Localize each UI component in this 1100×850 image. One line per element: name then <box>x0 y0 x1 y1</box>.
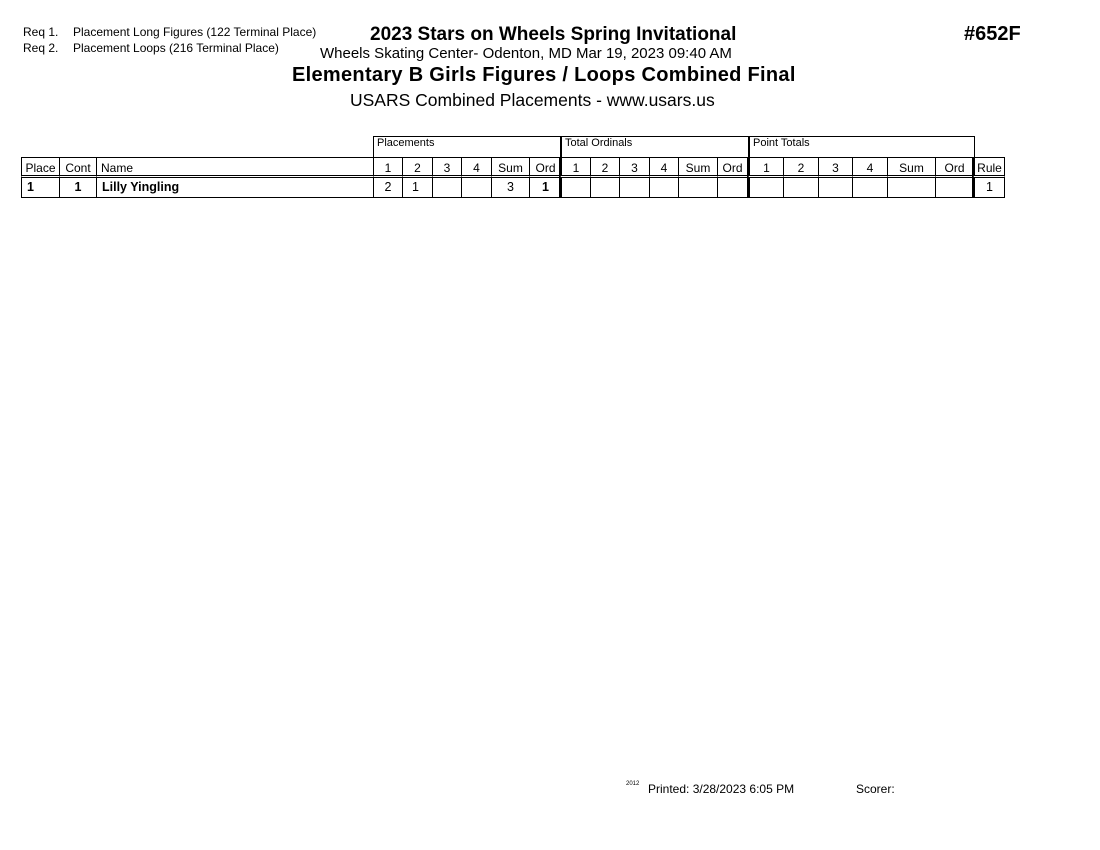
cell-p2: 1 <box>402 178 432 198</box>
col-p4: 4 <box>461 157 491 178</box>
group-total-ordinals: Total Ordinals <box>561 136 749 157</box>
page-title: Elementary B Girls Figures / Loops Combined Final <box>292 64 796 86</box>
col-tord: Ord <box>717 157 747 178</box>
cell-t4 <box>649 178 678 198</box>
cell-p4 <box>461 178 491 198</box>
requirement-label: Req 1. <box>23 25 59 39</box>
col-p2: 2 <box>402 157 432 178</box>
col-t2: 2 <box>590 157 619 178</box>
cell-p1: 2 <box>373 178 402 198</box>
cell-qsum <box>887 178 935 198</box>
col-q3: 3 <box>818 157 852 178</box>
page-subtitle: USARS Combined Placements - www.usars.us <box>350 90 715 110</box>
footer-mark: 2012 <box>626 781 640 787</box>
col-place: Place <box>21 157 59 178</box>
group-point-totals: Point Totals <box>749 136 975 157</box>
col-psum: Sum <box>491 157 529 178</box>
cell-rule: 1 <box>972 178 1005 198</box>
cell-q3 <box>818 178 852 198</box>
col-tsum: Sum <box>678 157 717 178</box>
scorer-label: Scorer: <box>856 782 895 796</box>
requirement-text: Placement Loops (216 Terminal Place) <box>73 41 279 55</box>
col-t3: 3 <box>619 157 649 178</box>
cell-pord: 1 <box>529 178 561 198</box>
col-q2: 2 <box>783 157 818 178</box>
col-p3: 3 <box>432 157 461 178</box>
cell-name: Lilly Yingling <box>96 178 373 198</box>
cell-t3 <box>619 178 649 198</box>
requirement-1 <box>23 25 316 39</box>
cell-t2 <box>590 178 619 198</box>
cell-cont: 1 <box>59 178 96 198</box>
requirement-2 <box>23 41 279 55</box>
col-q4: 4 <box>852 157 887 178</box>
cell-qord <box>935 178 973 198</box>
col-qord: Ord <box>935 157 973 178</box>
cell-p3 <box>432 178 461 198</box>
cell-tord <box>717 178 747 198</box>
col-t1: 1 <box>559 157 590 178</box>
cell-t1 <box>559 178 590 198</box>
printed-timestamp: Printed: 3/28/2023 6:05 PM <box>648 782 795 796</box>
col-rule: Rule <box>972 157 1005 178</box>
group-placements: Placements <box>373 136 561 157</box>
col-q1: 1 <box>747 157 783 178</box>
cell-tsum <box>678 178 717 198</box>
col-qsum: Sum <box>887 157 935 178</box>
col-cont: Cont <box>59 157 96 178</box>
cell-q1 <box>747 178 783 198</box>
requirement-label: Req 2. <box>23 41 59 55</box>
col-pord: Ord <box>529 157 561 178</box>
requirement-text: Placement Long Figures (122 Terminal Place) <box>73 25 317 39</box>
event-location: Wheels Skating Center- Odenton, MD Mar 19, 2023 09:40 AM <box>320 45 732 62</box>
event-title: 2023 Stars on Wheels Spring Invitational <box>370 24 737 45</box>
col-p1: 1 <box>373 157 402 178</box>
cell-q4 <box>852 178 887 198</box>
cell-q2 <box>783 178 818 198</box>
cell-place: 1 <box>21 178 59 198</box>
col-name: Name <box>96 157 373 178</box>
cell-psum: 3 <box>491 178 529 198</box>
col-t4: 4 <box>649 157 678 178</box>
event-number: #652F <box>964 23 1021 45</box>
